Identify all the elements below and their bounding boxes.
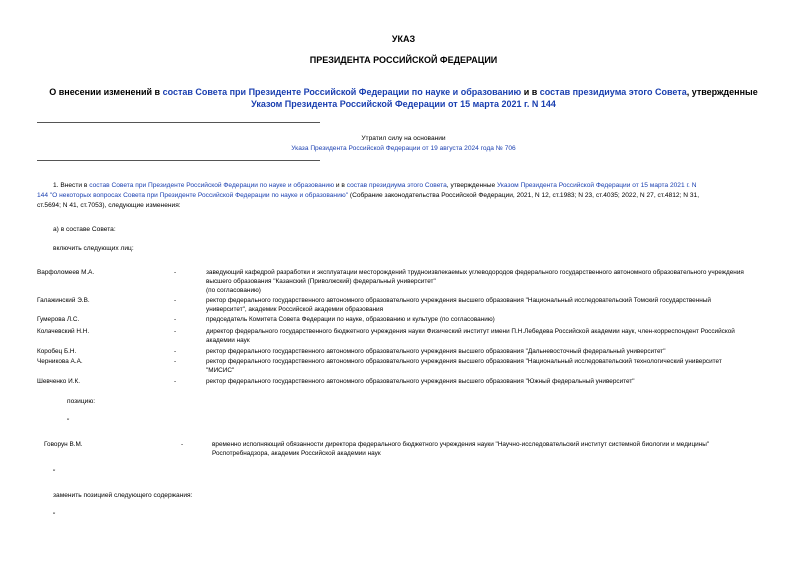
member-desc-line2: высшего образования "Казанский (Приволжский) федеральный университет" [206, 278, 436, 285]
decree-heading: УКАЗ [391, 34, 416, 44]
member-desc-line1: ректор федерального государственного автономного образовательного учреждения высшего образования "Дальневосточный федеральный университет" [206, 348, 666, 355]
member-name: Шевченко И.К. [37, 378, 80, 385]
title-link-council[interactable]: состав Совета при Президенте Российской Федерации по науке и образованию [162, 87, 522, 97]
replace-label: заменить позицией следующего содержания: [53, 492, 193, 499]
include-label: включить следующих лиц: [53, 245, 134, 252]
position-label: позицию: [67, 398, 96, 405]
title-mid: и в [521, 87, 540, 97]
member-name: Черникова А.А. [37, 358, 83, 365]
member-dash: - [174, 328, 177, 335]
position-dash: - [181, 441, 184, 448]
member-row [37, 268, 777, 296]
p1-start: 1. Внести в [53, 182, 90, 189]
paragraph-1 [37, 181, 777, 211]
quote-open: " [67, 418, 70, 425]
p1-mid2: , утвержденные [446, 182, 497, 189]
member-desc-line1: директор федерального государственного бюджетного учреждения науки Физический институт имени П.Н.Лебедева Российской академии наук, член-корреспондент Российской [206, 328, 735, 335]
title-suffix: , утвержденные [686, 87, 758, 97]
member-name: Варфоломеев М.А. [37, 269, 95, 276]
member-desc-line2: академии наук [206, 337, 250, 344]
position-desc-line2: Роспотребнадзора, академик Российской академии наук [212, 450, 381, 457]
member-dash: - [174, 358, 177, 365]
member-name: Колачевский Н.Н. [37, 328, 90, 335]
p1-rest1: (Собрание законодательства Российской Федерации, 2021, N 12, ст.1983; N 23, ст.4035; 2022, N 27, ст.4812; N 31, [348, 192, 700, 199]
p1-mid1: и в [334, 182, 347, 189]
status-link[interactable]: Указа Президента Российской Федерации от 19 августа 2024 года № 706 [291, 145, 516, 152]
member-dash: - [174, 269, 177, 276]
member-desc-line3: (по согласованию) [206, 287, 261, 294]
title-link-presidium[interactable]: состав президиума этого Совета [539, 87, 687, 97]
p1-link-council[interactable]: состав Совета при Президенте Российской Федерации по науке и образованию [89, 182, 335, 189]
member-desc-line1: ректор федерального государственного автономного образовательного учреждения высшего образования "Южный федеральный университет" [206, 378, 635, 385]
p1-link-presidium[interactable]: состав президиума этого Совета [346, 182, 447, 189]
divider-top [37, 122, 320, 123]
member-dash: - [174, 297, 177, 304]
item-a: а) в составе Совета: [53, 226, 116, 233]
member-desc-line1: председатель Комитета Совета Федерации по науке, образованию и культуре (по согласованию) [206, 316, 495, 323]
position-name: Говорун В.М. [44, 441, 83, 448]
p1-rest2: ст.5694; N 41, ст.7053), следующие изменения: [37, 202, 181, 209]
member-desc-line2: университет", академик Российской академии образования [206, 306, 384, 313]
quote-close: " [53, 469, 56, 476]
title-prefix: О внесении изменений в [49, 87, 163, 97]
member-name: Гумерова Л.С. [37, 316, 80, 323]
divider-bottom [37, 160, 320, 161]
member-name: Галажинский Э.В. [37, 297, 90, 304]
member-desc-line1: заведующий кафедрой разработки и эксплуатации месторождений трудноизвлекаемых углеводородов федерального государственного автономного образовательного учреждения [206, 269, 744, 276]
title-link-decree[interactable]: Указом Президента Российской Федерации от 15 марта 2021 г. N 144 [251, 99, 556, 109]
position-row [44, 440, 784, 460]
member-dash: - [174, 316, 177, 323]
position-desc-line1: временно исполняющий обязанности директора федерального бюджетного учреждения науки "Научно-исследовательский институт системной биологии и медицины" [212, 441, 710, 448]
member-desc-line1: ректор федерального государственного автономного образовательного учреждения высшего образования "Национальный исследовательский технологический университет [206, 358, 722, 365]
member-desc-line2: "МИСИС" [206, 367, 235, 374]
member-row [37, 377, 777, 405]
member-desc-line1: ректор федерального государственного автономного образовательного учреждения высшего образования "Национальный исследовательский Томский государственный [206, 297, 711, 304]
document-title [0, 86, 807, 110]
member-dash: - [174, 378, 177, 385]
p1-link-decree-a[interactable]: Указом Президента Российской Федерации от 15 марта 2021 г. N [496, 182, 697, 189]
p1-link-decree-b[interactable]: 144 "О некоторых вопросах Совета при Президенте Российской Федерации по науке и образованию" [37, 192, 349, 199]
member-dash: - [174, 348, 177, 355]
status-text: Утратил силу на основании [361, 135, 446, 142]
member-name: Коробец Б.Н. [37, 348, 77, 355]
president-heading: ПРЕЗИДЕНТА РОССИЙСКОЙ ФЕДЕРАЦИИ [309, 55, 498, 65]
quote-open-2: " [53, 512, 56, 519]
